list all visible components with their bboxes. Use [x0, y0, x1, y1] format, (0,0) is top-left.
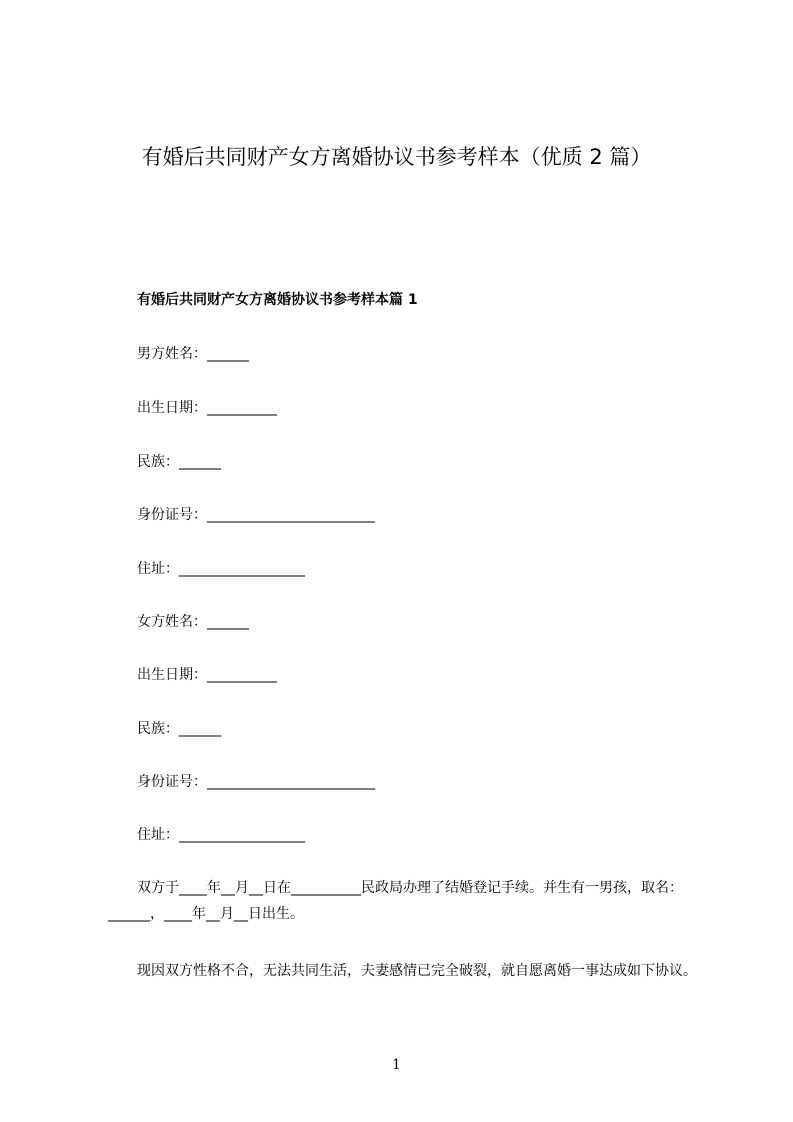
- page-number: 1: [392, 1057, 401, 1073]
- document-title: 有婚后共同财产女方离婚协议书参考样本（优质 2 篇）: [141, 145, 652, 169]
- male-birth-date-field: 出生日期：__________: [137, 400, 277, 416]
- female-address-field: 住址：__________________: [137, 827, 305, 843]
- female-id-number-field: 身份证号：________________________: [137, 774, 375, 790]
- male-name-field: 男方姓名：______: [137, 346, 249, 362]
- divorce-reason-paragraph: 现因双方性格不合，无法共同生活，夫妻感情已完全破裂，就自愿离婚一事达成如下协议。: [137, 963, 697, 979]
- female-name-field: 女方姓名：______: [137, 614, 249, 630]
- female-birth-date-field: 出生日期：__________: [137, 667, 277, 683]
- section-heading: 有婚后共同财产女方离婚协议书参考样本篇 1: [137, 292, 418, 308]
- male-address-field: 住址：__________________: [137, 561, 305, 577]
- male-id-number-field: 身份证号：________________________: [137, 507, 375, 523]
- female-ethnicity-field: 民族：______: [137, 721, 221, 737]
- marriage-registration-paragraph: 双方于____年__月__日在__________民政局办理了结婚登记手续。并生有一男孩，取名：______，____年__月__日出生。: [108, 880, 683, 922]
- male-ethnicity-field: 民族：______: [137, 454, 221, 470]
